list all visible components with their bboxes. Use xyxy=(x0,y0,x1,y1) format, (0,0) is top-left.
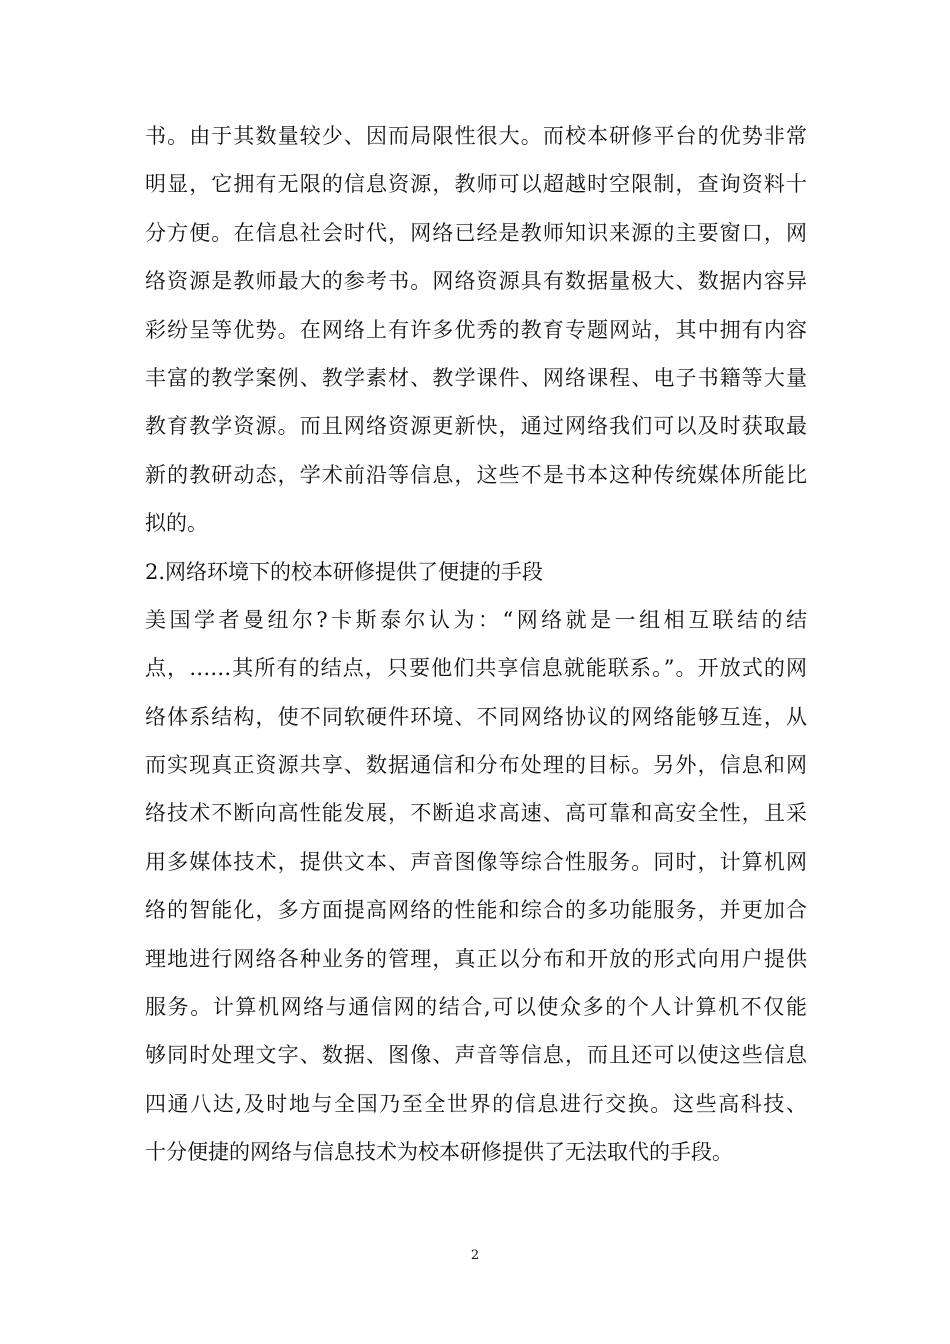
text-line: 彩纷呈等优势。在网络上有许多优秀的教育专题网站，其中拥有内容 xyxy=(145,317,807,342)
text-line: 而实现真正资源共享、数据通信和分布处理的目标。另外，信息和网 xyxy=(145,753,807,778)
text-line: 点，……其所有的结点，只要他们共享信息就能联系。”。开放式的网 xyxy=(145,656,807,681)
body-text xyxy=(145,112,807,1177)
text-line: 用多媒体技术，提供文本、声音图像等综合性服务。同时，计算机网 xyxy=(145,849,807,874)
text-line: 教育教学资源。而且网络资源更新快，通过网络我们可以及时获取最 xyxy=(145,414,807,439)
text-line: 络技术不断向高性能发展，不断追求高速、高可靠和高安全性，且采 xyxy=(145,801,807,826)
text-line: 分方便。在信息社会时代，网络已经是教师知识来源的主要窗口，网 xyxy=(145,220,807,245)
text-line: 四通八达,及时地与全国乃至全世界的信息进行交换。这些高科技、 xyxy=(145,1091,807,1116)
text-line: 书。由于其数量较少、因而局限性很大。而校本研修平台的优势非常 xyxy=(145,124,807,148)
text-line: 够同时处理文字、数据、图像、声音等信息，而且还可以使这些信息 xyxy=(145,1043,807,1068)
text-line: 络资源是教师最大的参考书。网络资源具有数据量极大、数据内容异 xyxy=(145,269,807,294)
text-line: 新的教研动态，学术前沿等信息，这些不是书本这种传统媒体所能比 xyxy=(145,462,807,487)
text-line: 丰富的教学案例、教学素材、教学课件、网络课程、电子书籍等大量 xyxy=(145,365,807,390)
section-heading: 2.网络环境下的校本研修提供了便捷的手段 xyxy=(145,559,544,584)
text-line: 拟的。 xyxy=(145,511,208,536)
text-line: 明显，它拥有无限的信息资源，教师可以超越时空限制，查询资料十 xyxy=(145,172,807,197)
text-line: 络的智能化，多方面提高网络的性能和综合的多功能服务，并更加合 xyxy=(145,898,807,923)
page-number: 2 xyxy=(470,1248,480,1263)
text-line: 理地进行网络各种业务的管理，真正以分布和开放的形式向用户提供 xyxy=(145,946,807,971)
text-line: 十分便捷的网络与信息技术为校本研修提供了无法取代的手段。 xyxy=(145,1140,733,1165)
text-line: 服务。计算机网络与通信网的结合,可以使众多的个人计算机不仅能 xyxy=(145,995,807,1020)
text-line: 络体系结构，使不同软硬件环境、不同网络协议的网络能够互连，从 xyxy=(145,704,807,729)
text-line: 美国学者曼纽尔?卡斯泰尔认为：“网络就是一组相互联结的结 xyxy=(145,607,807,632)
